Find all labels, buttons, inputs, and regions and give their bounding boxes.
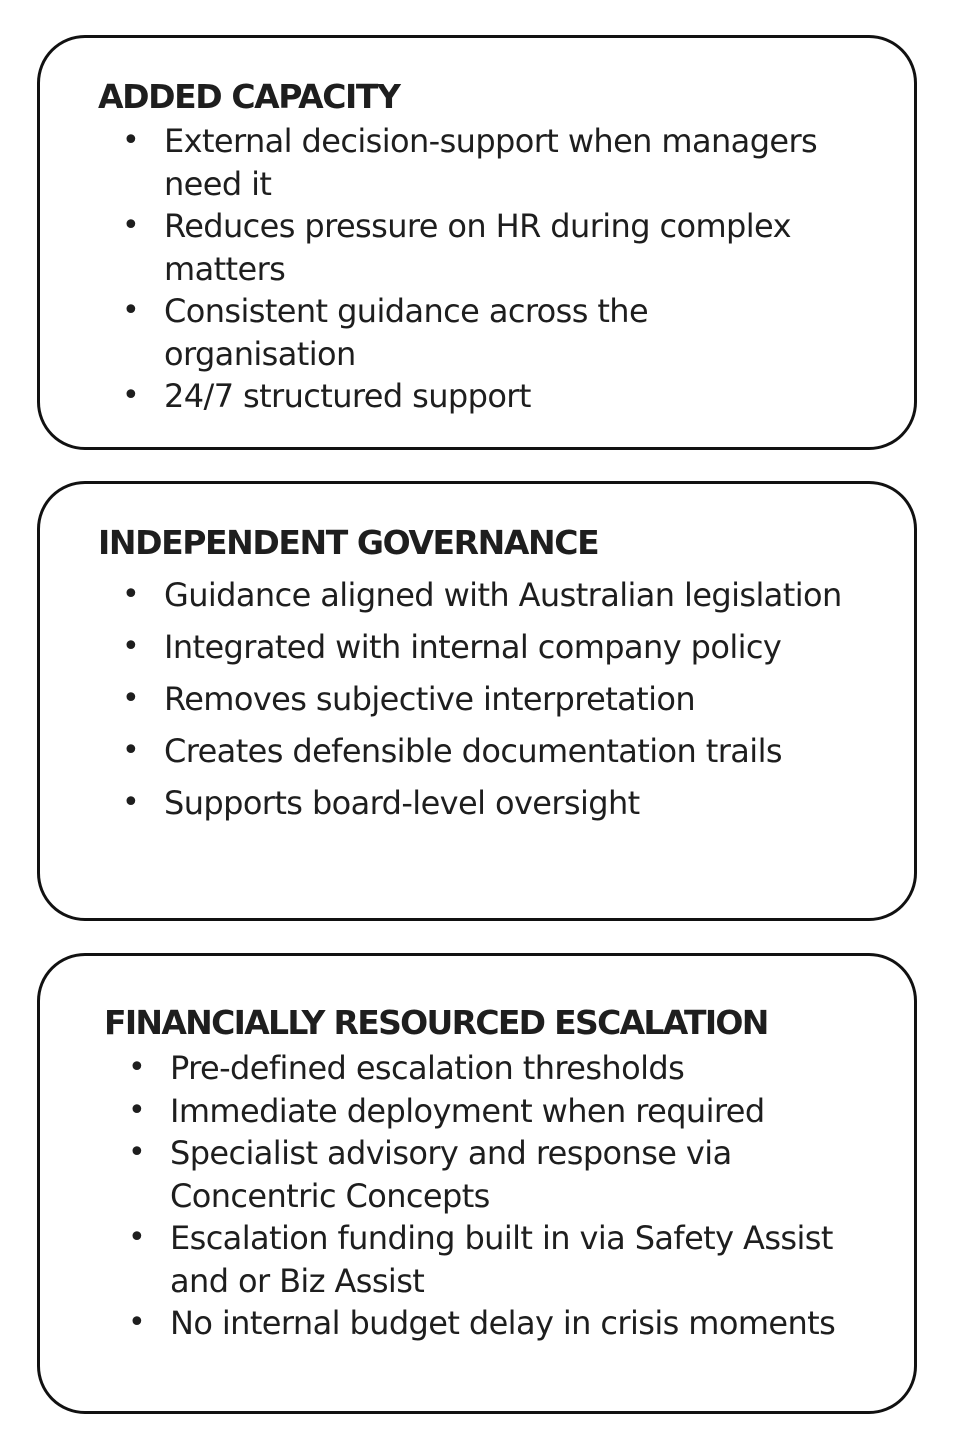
list-item (120, 1090, 860, 1133)
bullet-icon: • (122, 378, 140, 413)
list-item (114, 673, 904, 725)
bullet-list (120, 1047, 860, 1345)
list-item-text: Consistent guidance across the organisation (164, 292, 649, 373)
list-item (120, 1047, 860, 1090)
list-item-text: Pre-defined escalation thresholds (170, 1049, 685, 1087)
list-item (114, 290, 834, 375)
bullet-icon: • (122, 293, 140, 328)
list-item (120, 1302, 860, 1345)
list-item (114, 777, 904, 829)
added-capacity-card (37, 35, 917, 450)
bullet-icon: • (122, 208, 140, 243)
bullet-icon: • (128, 1305, 146, 1340)
list-item (114, 375, 834, 418)
list-item (114, 120, 834, 205)
bullet-icon: • (122, 577, 140, 612)
bullet-icon: • (128, 1092, 146, 1128)
list-item-text: Removes subjective interpretation (164, 680, 696, 718)
list-item-text: 24/7 structured support (164, 377, 531, 415)
bullet-icon: • (128, 1135, 146, 1170)
bullet-icon: • (128, 1220, 146, 1255)
bullet-icon: • (122, 733, 140, 768)
list-item-text: Guidance aligned with Australian legislation (164, 576, 842, 614)
financially-resourced-escalation-card (37, 953, 917, 1414)
list-item (114, 725, 904, 777)
list-item-text: Specialist advisory and response via Concentric Concepts (170, 1134, 732, 1215)
card-heading: ADDED CAPACITY (98, 77, 400, 116)
bullet-list (114, 120, 834, 418)
independent-governance-card (37, 481, 917, 921)
list-item (114, 569, 904, 621)
list-item-text: External decision-support when managers need it (164, 122, 818, 203)
list-item-text: Escalation funding built in via Safety Assist and or Biz Assist (170, 1219, 833, 1300)
card-heading: INDEPENDENT GOVERNANCE (98, 523, 599, 562)
bullet-list (114, 569, 904, 829)
list-item-text: Immediate deployment when required (170, 1091, 765, 1130)
list-item-text: Creates defensible documentation trails (164, 732, 782, 770)
list-item-text: Reduces pressure on HR during complex matters (164, 207, 791, 288)
list-item (120, 1217, 860, 1302)
bullet-icon: • (122, 785, 140, 820)
list-item-text: No internal budget delay in crisis moments (170, 1304, 836, 1342)
bullet-icon: • (128, 1050, 146, 1085)
bullet-icon: • (122, 123, 140, 158)
list-item-text: Supports board-level oversight (164, 784, 640, 822)
bullet-icon: • (122, 681, 140, 716)
list-item (114, 621, 904, 673)
list-item-text: Integrated with internal company policy (164, 628, 782, 666)
list-item (114, 205, 834, 290)
bullet-icon: • (122, 629, 140, 664)
card-heading: FINANCIALLY RESOURCED ESCALATION (104, 1003, 768, 1042)
list-item (120, 1132, 860, 1217)
